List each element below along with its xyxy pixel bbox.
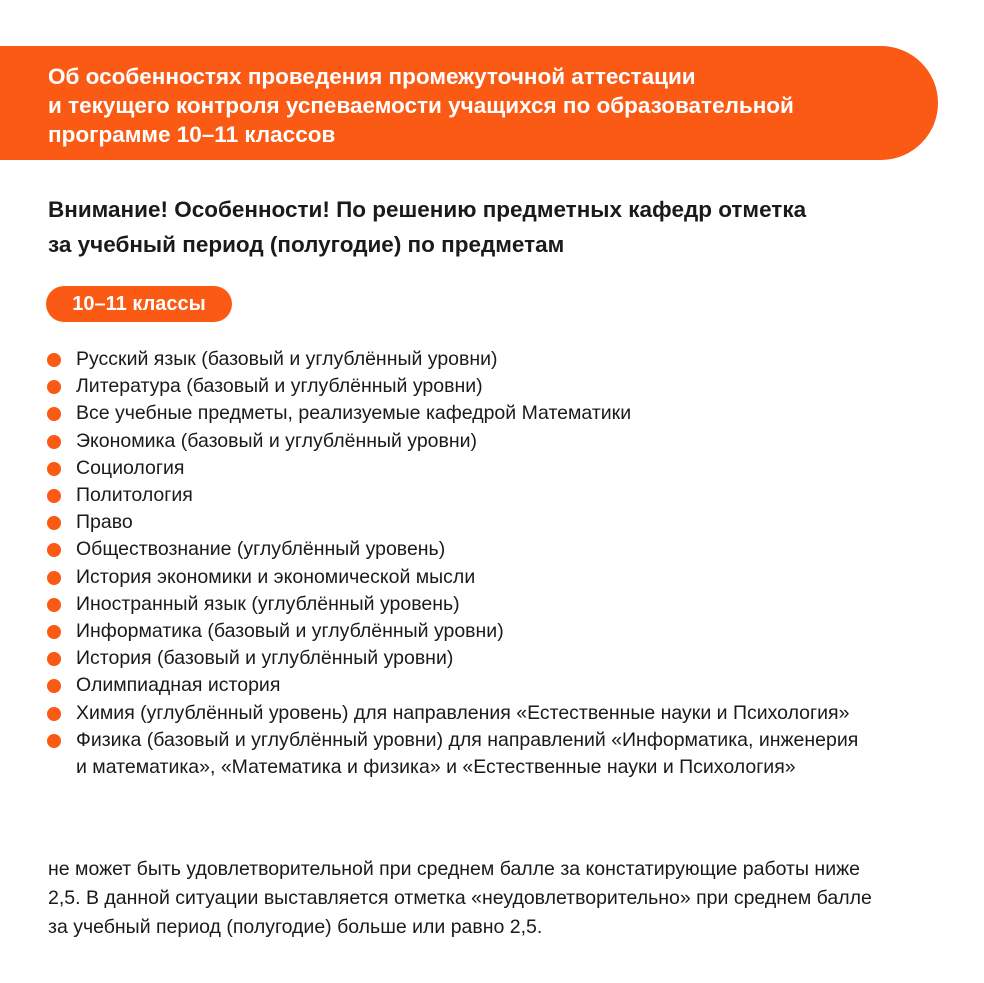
subject-label: Политология: [76, 484, 193, 507]
bullet-dot-icon: [47, 679, 61, 693]
bullet-dot-icon: [47, 407, 61, 421]
page-title: Об особенностях проведения промежуточной аттестации и текущего контроля успеваемости учащихся по образовательной программе 10–11 классов: [48, 64, 794, 147]
bullet-dot-icon: [47, 489, 61, 503]
list-item: [46, 618, 966, 645]
footer-note: не может быть удовлетворительной при среднем балле за констатирующие работы ниже 2,5. В данной ситуации выставляется отметка «неудовлетворительно» при среднем балле за учебный период (полугодие) больше или равно 2,5.: [48, 858, 872, 938]
list-item: [46, 482, 966, 509]
subject-label: Олимпиадная история: [76, 674, 281, 697]
list-item: [46, 591, 966, 618]
list-item: [46, 564, 966, 591]
bullet-dot-icon: [47, 625, 61, 639]
list-item: [46, 645, 966, 672]
subject-label: Физика (базовый и углублённый уровни) для направлений «Информатика, инженерия и математика», «Математика и физика» и «Естественные науки и Психология»: [76, 728, 859, 779]
bullet-dot-icon: [47, 380, 61, 394]
list-item: [46, 672, 966, 699]
subject-label: Все учебные предметы, реализуемые кафедрой Математики: [76, 402, 632, 425]
list-item: [46, 373, 966, 400]
intro-text: Внимание! Особенности! По решению предметных кафедр отметка за учебный период (полугодие) по предметам: [48, 197, 807, 257]
bullet-dot-icon: [47, 516, 61, 530]
bullet-dot-icon: [47, 707, 61, 721]
subject-label: Экономика (базовый и углублённый уровни): [76, 429, 478, 452]
bullet-dot-icon: [47, 734, 61, 748]
subject-label: Русский язык (базовый и углублённый уровни): [76, 348, 498, 370]
list-item: [46, 400, 966, 427]
subject-label: Литература (базовый и углублённый уровни): [76, 375, 483, 398]
bullet-dot-icon: [47, 353, 61, 367]
subject-label: Обществознание (углублённый уровень): [76, 538, 446, 561]
bullet-dot-icon: [47, 598, 61, 612]
list-item: [46, 509, 966, 536]
list-item: [46, 536, 966, 563]
subject-label: Право: [76, 511, 133, 534]
subject-label: Химия (углублённый уровень) для направления «Естественные науки и Психология»: [76, 701, 850, 724]
subject-label: Иностранный язык (углублённый уровень): [76, 592, 460, 615]
bullet-dot-icon: [47, 435, 61, 449]
list-item: [46, 727, 966, 781]
bullet-dot-icon: [47, 652, 61, 666]
list-item: [46, 346, 966, 373]
bullet-dot-icon: [47, 543, 61, 557]
list-item: [46, 700, 966, 727]
subject-label: Информатика (базовый и углублённый уровни): [76, 620, 504, 643]
list-item: [46, 455, 966, 482]
subject-label: История экономики и экономической мысли: [76, 565, 476, 588]
subject-list: [46, 346, 966, 781]
bullet-dot-icon: [47, 571, 61, 585]
grade-badge: 10–11 классы: [46, 286, 232, 322]
subject-label: Социология: [76, 456, 185, 479]
bullet-dot-icon: [47, 462, 61, 476]
list-item: [46, 428, 966, 455]
subject-label: История (базовый и углублённый уровни): [76, 647, 454, 670]
